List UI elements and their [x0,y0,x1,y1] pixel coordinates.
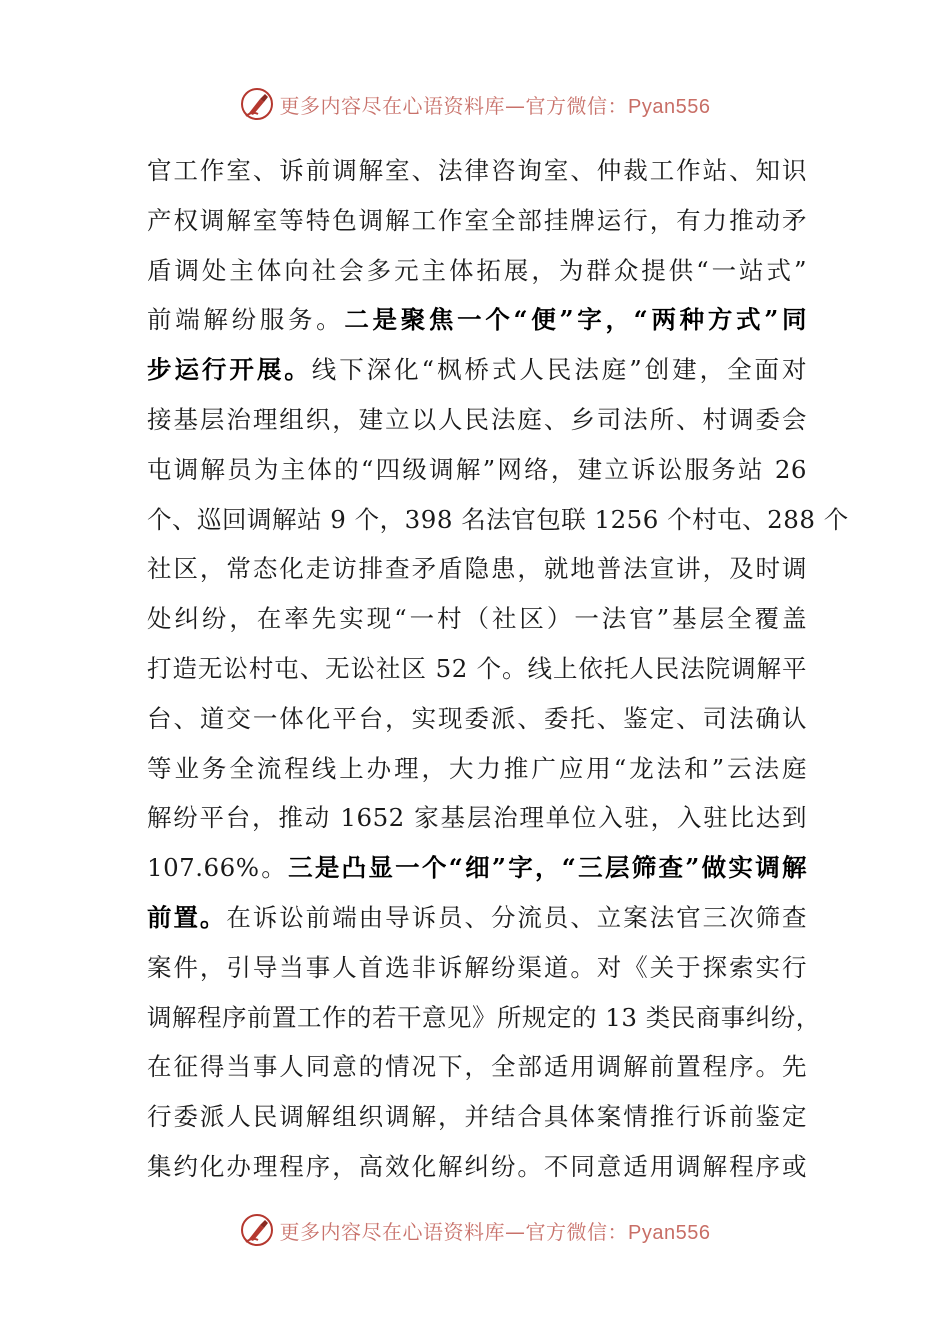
text-segment: 在诉讼前端由导诉员、分流员、立案法官三次筛查 [226,902,807,932]
text-segment: 等业务全流程线上办理，大力推广应用“龙法和”云法庭 [147,753,807,783]
text-segment: 调解程序前置工作的若干意见》所规定的 13 类民商事纠纷， [147,1002,821,1032]
text-line [147,694,807,744]
text-line [147,345,807,395]
text-line [147,1142,807,1192]
header-watermark [0,84,950,124]
watermark-text: 更多内容尽在心语资料库—官方微信：Pyan556 [279,93,711,118]
bold-text-segment: 三是凸显一个“细”字，“三层筛查”做实调解 [288,853,807,883]
text-line [147,246,807,296]
text-line [147,196,807,246]
text-segment: 线下深化“枫桥式人民法庭”创建，全面对 [311,355,807,385]
text-segment: 行委派人民调解组织调解，并结合具体案情推行诉前鉴定 [147,1102,807,1132]
pen-nib-logo-icon [240,1213,274,1247]
text-line [147,793,807,843]
watermark-handle: Pyan556 [628,95,711,118]
text-segment: 产权调解室等特色调解工作室全部挂牌运行，有力推动矛 [147,205,807,235]
text-line [147,893,807,943]
bold-text-segment: 二是聚焦一个“便”字，“两种方式”同 [344,305,808,335]
text-segment: 集约化办理程序，高效化解纠纷。不同意适用调解程序或 [147,1151,807,1181]
text-segment: 接基层治理组织，建立以人民法庭、乡司法所、村调委会 [147,404,807,434]
text-line [147,544,807,594]
text-line [147,295,807,345]
text-segment: 处纠纷，在率先实现“一村（社区）一法官”基层全覆盖 [147,604,807,634]
bold-text-segment: 步运行开展。 [147,355,312,385]
document-body [147,146,849,1192]
text-segment: 盾调处主体向社会多元主体拓展，为群众提供“一站式” [147,255,807,285]
text-segment: 屯调解员为主体的“四级调解”网络，建立诉讼服务站 26 [147,454,807,484]
text-segment: 前端解纷服务。 [147,305,345,335]
text-segment: 在征得当事人同意的情况下，全部适用调解前置程序。先 [147,1052,807,1082]
text-segment: 个、巡回调解站 9 个，398 名法官包联 1256 个村屯、288 个 [147,504,849,534]
text-line [147,1042,807,1092]
text-line [147,146,807,196]
text-line [147,843,807,893]
text-line [147,744,807,794]
text-segment: 107.66%。 [147,853,289,883]
text-segment: 台、道交一体化平台，实现委派、委托、鉴定、司法确认 [147,703,807,733]
text-segment: 案件，引导当事人首选非诉解纷渠道。对《关于探索实行 [147,952,807,982]
bold-text-segment: 前置。 [147,902,227,932]
text-line [147,395,807,445]
text-line [147,495,849,545]
watermark-text: 更多内容尽在心语资料库—官方微信：Pyan556 [279,1219,711,1244]
text-segment: 官工作室、诉前调解室、法律咨询室、仲裁工作站、知识 [147,156,807,185]
text-line [147,445,807,495]
watermark-handle: Pyan556 [628,1221,711,1244]
text-segment: 打造无讼村屯、无讼社区 52 个。线上依托人民法院调解平 [147,653,807,683]
text-line [147,644,807,694]
text-segment: 社区，常态化走访排查矛盾隐患，就地普法宣讲，及时调 [147,554,807,584]
text-segment: 解纷平台，推动 1652 家基层治理单位入驻，入驻比达到 [147,803,807,833]
footer-watermark [0,1210,950,1250]
text-line [147,594,807,644]
text-line [147,943,807,993]
text-line [147,1092,807,1142]
text-line [147,993,821,1043]
pen-nib-logo-icon [240,87,274,121]
